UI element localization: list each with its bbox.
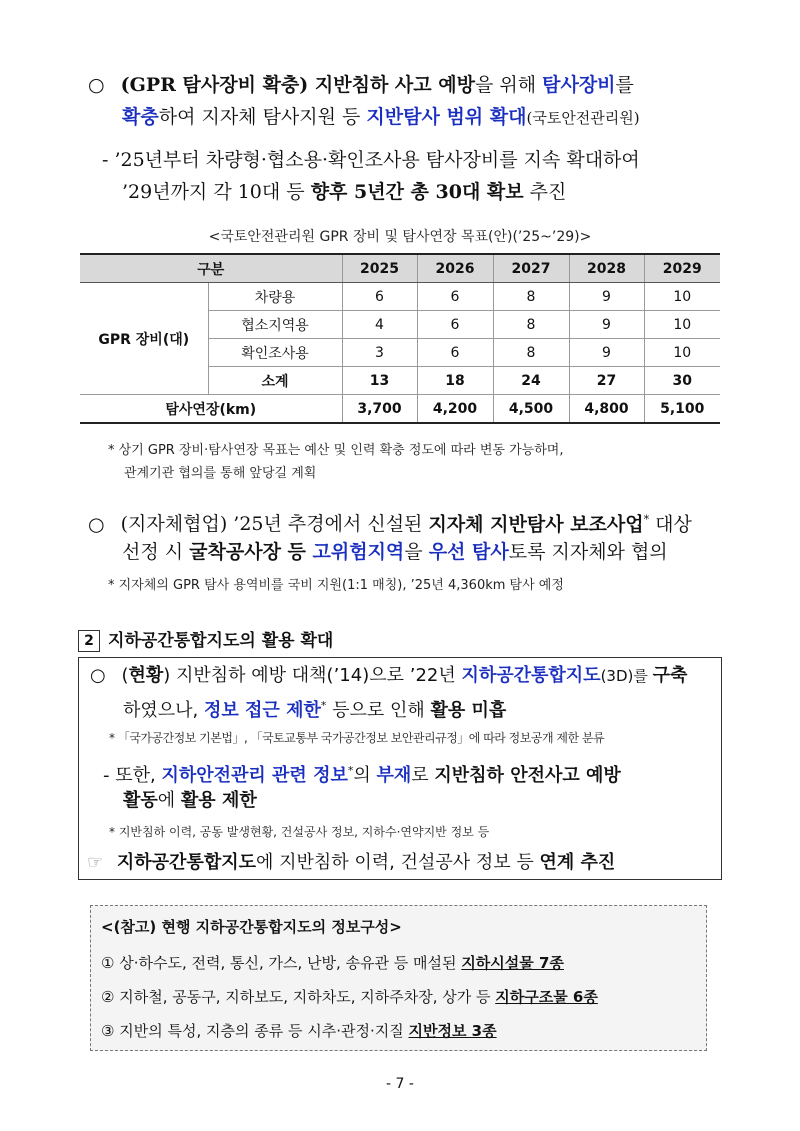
header-label: 구분 [80, 254, 342, 283]
group-label: GPR 장비(대) [80, 283, 208, 395]
hand-pointer-icon: ☞ [87, 852, 104, 873]
status-note2: * 지반침하 이력, 공동 발생현황, 건설공사 정보, 지하수·연약지반 정보 등 [109, 825, 490, 839]
table-cell: 10 [644, 311, 720, 339]
status-box [78, 657, 722, 880]
bullet-mark: ○ [88, 74, 105, 96]
table-cell: 6 [417, 283, 493, 311]
table-row-distance [80, 395, 720, 424]
section-title: 2 지하공간통합지도의 활용 확대 [78, 626, 333, 652]
status-line4: 활동에 활용 제한 [123, 790, 257, 811]
table-cell: 9 [569, 311, 644, 339]
local-bullet-line2: 선정 시 굴착공사장 등 고위험지역을 우선 탐사토록 지자체와 협의 [122, 541, 668, 563]
table-cell: 4,500 [493, 395, 569, 424]
table-cell: 9 [569, 339, 644, 367]
table-cell: 10 [644, 283, 720, 311]
gpr-target-table [80, 253, 720, 424]
row-label: 협소지역용 [208, 311, 342, 339]
page-number: - 7 - [386, 1076, 414, 1092]
table-cell: 4 [342, 311, 417, 339]
status-note1: * 「국가공간정보 기본법」, 「국토교통부 국가공간정보 보안관리규정」에 따라 정보공개 제한 분류 [109, 731, 605, 745]
table-cell: 4,200 [417, 395, 493, 424]
status-line5: ☞ 지하공간통합지도에 지반침하 이력, 건설공사 정보 등 연계 추진 [87, 852, 616, 873]
reference-item: ② 지하철, 공동구, 지하보도, 지하차도, 지하주차장, 상가 등 지하구조물 6종 [101, 988, 598, 1006]
local-bullet-line1: ○ (지자체협업) ’25년 추경에서 신설된 지자체 지반탐사 보조사업* 대상 [88, 513, 692, 536]
table-cell: 8 [493, 339, 569, 367]
row-label: 소계 [208, 367, 342, 395]
table-cell: 5,100 [644, 395, 720, 424]
status-line1: ○ (현황) 지반침하 예방 대책(’14)으로 ’22년 지하공간통합지도(3D)를 구축 [90, 665, 688, 686]
year-header: 2027 [493, 254, 569, 283]
table-row [80, 283, 720, 311]
year-header: 2025 [342, 254, 417, 283]
table-note-line1: * 상기 GPR 장비·탐사연장 목표는 예산 및 인력 확충 정도에 따라 변동 가능하며, [108, 443, 564, 458]
gpr-sub-line2: ’29년까지 각 10대 등 향후 5년간 총 30대 확보 추진 [122, 181, 567, 203]
section-number: 2 [78, 630, 100, 652]
table-cell: 8 [493, 283, 569, 311]
reference-box [90, 905, 707, 1051]
row-label: 확인조사용 [208, 339, 342, 367]
table-cell: 4,800 [569, 395, 644, 424]
table-cell: 13 [342, 367, 417, 395]
year-header: 2028 [569, 254, 644, 283]
reference-item: ③ 지반의 특성, 지층의 종류 등 시추·관정·지질 지반정보 3종 [101, 1022, 497, 1040]
table-header-row [80, 254, 720, 283]
table-cell: 27 [569, 367, 644, 395]
gpr-sub-line1: - ’25년부터 차량형·협소용·확인조사용 탐사장비를 지속 확대하여 [102, 149, 640, 171]
year-header: 2029 [644, 254, 720, 283]
row-label: 차량용 [208, 283, 342, 311]
table-note-line2: 관계기관 협의를 통해 앞당길 계획 [124, 466, 317, 481]
table-cell: 30 [644, 367, 720, 395]
local-note: * 지자체의 GPR 탐사 용역비를 국비 지원(1:1 매칭), ’25년 4,360km 탐사 예정 [108, 578, 564, 593]
table-cell: 6 [417, 311, 493, 339]
table-cell: 8 [493, 311, 569, 339]
table-caption: <국토안전관리원 GPR 장비 및 탐사연장 목표(안)(’25~’29)> [208, 229, 592, 245]
bullet-mark: ○ [88, 513, 105, 536]
reference-item: ① 상·하수도, 전력, 통신, 가스, 난방, 송유관 등 매설된 지하시설물 7종 [101, 954, 564, 972]
table-cell: 9 [569, 283, 644, 311]
gpr-bullet-line2: 확충하여 지자체 탐사지원 등 지반탐사 범위 확대(국토안전관리원) [122, 106, 640, 128]
table-cell: 6 [342, 283, 417, 311]
status-line2: 하였으나, 정보 접근 제한* 등으로 인해 활용 미흡 [123, 699, 507, 721]
bullet-mark: ○ [90, 665, 106, 686]
table-cell: 3 [342, 339, 417, 367]
table-cell: 18 [417, 367, 493, 395]
distance-label: 탐사연장(km) [80, 395, 342, 424]
status-line3: - 또한, 지하안전관리 관련 정보*의 부재로 지반침하 안전사고 예방 [103, 764, 621, 786]
table-cell: 24 [493, 367, 569, 395]
year-header: 2026 [417, 254, 493, 283]
table-cell: 3,700 [342, 395, 417, 424]
table-cell: 6 [417, 339, 493, 367]
reference-title: <(참고) 현행 지하공간통합지도의 정보구성> [101, 918, 402, 936]
table-cell: 10 [644, 339, 720, 367]
gpr-bullet-line1: ○ (GPR 탐사장비 확충) 지반침하 사고 예방을 위해 탐사장비를 [88, 74, 634, 96]
